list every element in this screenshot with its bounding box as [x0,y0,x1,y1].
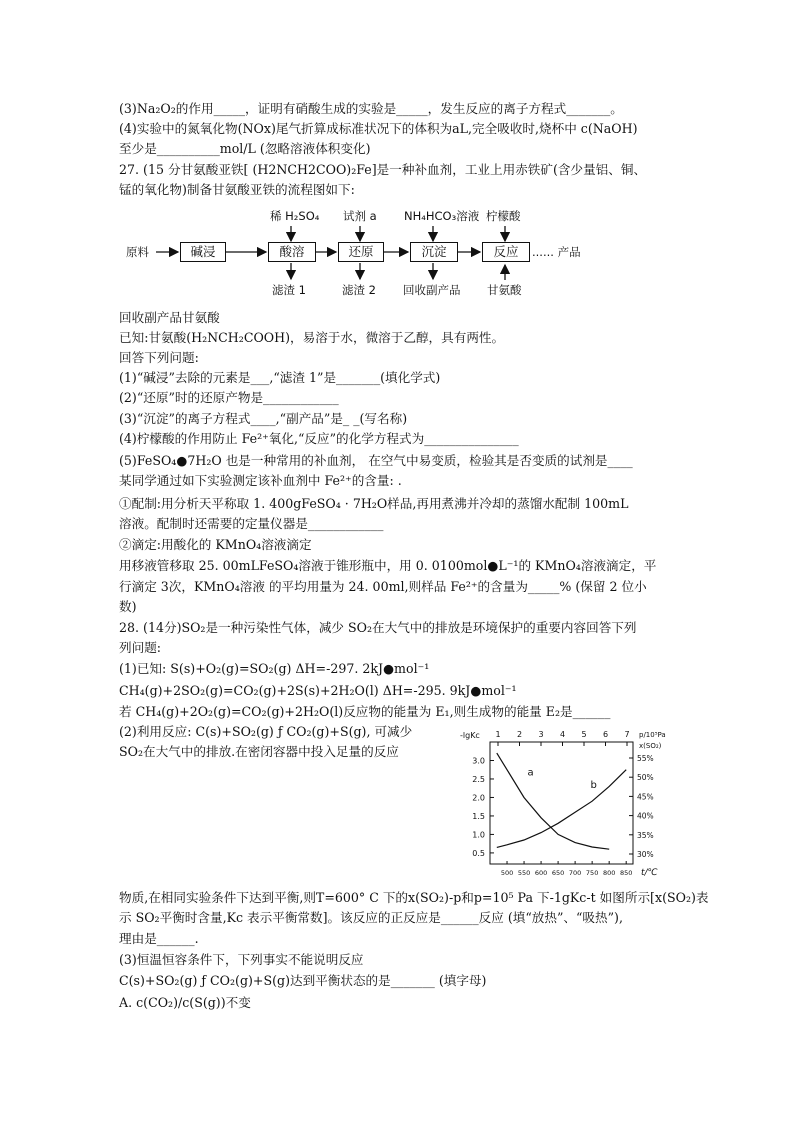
q28-3b: C(s)+SO₂(g) ƒ CO₂(g)+S(g)达到平衡状态的是_______ (填字母) [119,973,487,988]
q27-intro: 27. (15 分甘氨酸亚铁[ (H2NCH2COO)₂Fe]是一种补血剂，工业上用赤铁矿(含少量铝、铜、 [119,162,647,177]
q28-2c: 物质,在相同实验条件下达到平衡,则T=600° C 下的x(SO₂)-p和p=10⁵ Pa 下-1gKc-t 如图所示[x(SO₂)表 [119,890,709,905]
line-answer: 回答下列问题: [119,350,199,365]
q26-4: (4)实验中的氮氧化物(NOx)尾气折算成标准状况下的体积为aL,完全吸收时,烧杯中 c(NaOH) [119,121,638,136]
bottom-tick-label: 850 [619,869,633,877]
series-label-a: a [527,767,534,779]
flowchart-arrows [0,0,794,310]
equilibrium-chart [448,722,680,890]
q27-1: (1)“碱浸”去除的元素是___,“滤渣 1”是_______(填化学式) [119,370,441,385]
flow-input-reagent-a: 试剂 a [343,209,377,223]
q27-intro-cont: 锰的氧化物)制备甘氨酸亚铁的流程图如下: [119,182,355,197]
q26-4-cont: 至少是__________mol/L (忽略溶液体积变化) [119,141,371,156]
x-axis-label: t/℃ [641,868,658,878]
left-tick-label: 0.5 [472,848,485,858]
q28-2d: 示 SO₂平衡时含量,Kc 表示平衡常数]。该反应的正反应是______反应 (填“放热”、“吸热”), [119,910,623,925]
q28-2b: SO₂在大气中的排放.在密闭容器中投入足量的反应 [119,744,399,759]
right-tick-label: 55% [637,754,654,763]
series-label-b: b [590,780,597,792]
flow-start: 原料 [126,245,149,259]
q28-2e: 理由是______. [119,931,199,946]
top-tick-label: 3 [538,730,544,739]
right-tick-label: 50% [637,773,654,783]
bottom-tick-label: 800 [602,869,616,877]
flow-output-residue2: 滤渣 2 [342,283,376,297]
right-tick-label: 30% [637,850,654,859]
q27-5-prep: ①配制:用分析天平称取 1. 400gFeSO₄ · 7H₂O样品,再用煮沸并冷却的蒸馏水配制 100mL [119,496,629,511]
q27-2: (2)“还原”时的还原产物是____________ [119,390,339,405]
right-axis-label: x(SO₂) [639,742,662,750]
right-tick-label: 40% [637,811,654,821]
left-tick-label: 2.5 [472,774,485,784]
flowchart [0,0,794,310]
flow-input-nh4hco3: NH₄HCO₃溶液 [404,209,480,223]
q27-5-titrate: ②滴定:用酸化的 KMnO₄溶液滴定 [119,537,312,552]
left-tick-label: 1.5 [472,811,485,821]
q27-4: (4)柠檬酸的作用防止 Fe²⁺氧化,“反应”的化学方程式为_______________ [119,431,519,446]
right-tick-label: 35% [637,830,654,840]
q27-3: (3)“沉淀”的离子方程式____,“副产品”是_ _(写名称) [119,411,408,426]
flow-step-react: 反应 [482,242,530,262]
flow-input-citric: 柠檬酸 [486,209,521,223]
flow-input-h2so4: 稀 H₂SO₄ [270,209,320,223]
left-tick-label: 3.0 [472,756,485,766]
flow-step-precipitate: 沉淀 [410,242,458,262]
q28-3-option-a: A. c(CO₂)/c(S(g))不变 [119,995,251,1010]
bottom-tick-label: 550 [517,869,531,877]
top-tick-label: 2 [516,730,523,739]
plot-frame [490,742,633,864]
q28-1c: 若 CH₄(g)+2O₂(g)=CO₂(g)+2H₂O(l)反应物的能量为 E₁,则生成物的能量 E₂是______ [119,704,611,719]
q28-intro-cont: 列问题: [119,640,162,655]
flow-input-glycine: 甘氨酸 [487,283,522,297]
top-tick-label: 6 [602,730,609,739]
q28-3a: (3)恒温恒容条件下，下列事实不能说明反应 [119,952,364,967]
line-recycle: 回收副产品甘氨酸 [119,310,220,325]
bottom-tick-label: 600 [534,869,548,877]
q27-5: (5)FeSO₄●7H₂O 也是一种常用的补血剂， 在空气中易变质，检验其是否变质的试剂是____ [119,453,633,468]
flow-step-alkali: 碱浸 [180,242,226,262]
flow-step-acid: 酸溶 [268,242,316,262]
bottom-tick-label: 700 [568,869,582,877]
top-tick-label: 7 [624,730,630,739]
right-unit-label: p/10⁵Pa [639,731,666,739]
right-tick-label: 45% [637,792,654,802]
flow-step-reduce: 还原 [338,242,384,262]
flow-end: ...... 产品 [532,245,581,259]
q28-2a: (2)利用反应: C(s)+SO₂(g) ƒ CO₂(g)+S(g), 可减少 [119,724,413,739]
q27-5-cont: 某同学通过如下实验测定该补血剂中 Fe²⁺的含量: . [119,473,402,488]
q28-1a: (1)已知: S(s)+O₂(g)=SO₂(g) ΔH=-297. 2kJ●mol⁻¹ [119,661,430,676]
left-tick-label: 2.0 [472,793,485,803]
q27-5-titrate-2: 行滴定 3次，KMnO₄溶液 的平均用量为 24. 00ml,则样品 Fe²⁺的含量为_____% (保留 2 位小 [119,579,647,594]
q26-3: (3)Na₂O₂的作用_____，证明有硝酸生成的实验是_____，发生反应的离子方程式_______。 [119,101,623,116]
q27-5-titrate-1: 用移液管移取 25. 00mLFeSO₄溶液于锥形瓶中，用 0. 0100mol●L⁻¹的 KMnO₄溶液滴定，平 [119,558,657,573]
bottom-tick-label: 650 [551,869,565,877]
bottom-tick-label: 500 [500,869,514,877]
top-tick-label: 1 [495,730,501,739]
flow-output-residue1: 滤渣 1 [272,283,306,297]
bottom-tick-label: 750 [585,869,599,877]
top-tick-label: 4 [559,730,566,739]
line-known: 已知:甘氨酸(H₂NCH₂COOH)，易溶于水，微溶于乙醇，具有两性。 [119,330,505,345]
q27-5-titrate-3: 数) [119,599,137,614]
top-axis-label: -lgKc [460,731,480,740]
chart-svg [448,722,680,890]
q27-5-prep-cont: 溶液。配制时还需要的定量仪器是____________ [119,516,384,531]
q28-1b: CH₄(g)+2SO₂(g)=CO₂(g)+2S(s)+2H₂O(l) ΔH=-295. 9kJ●mol⁻¹ [119,683,517,698]
flow-output-byproduct: 回收副产品 [403,283,461,297]
q28-intro: 28. (14分)SO₂是一种污染性气体，减少 SO₂在大气中的排放是环境保护的重要内容回答下列 [119,620,637,635]
left-tick-label: 1.0 [472,830,485,840]
top-tick-label: 5 [581,730,587,739]
